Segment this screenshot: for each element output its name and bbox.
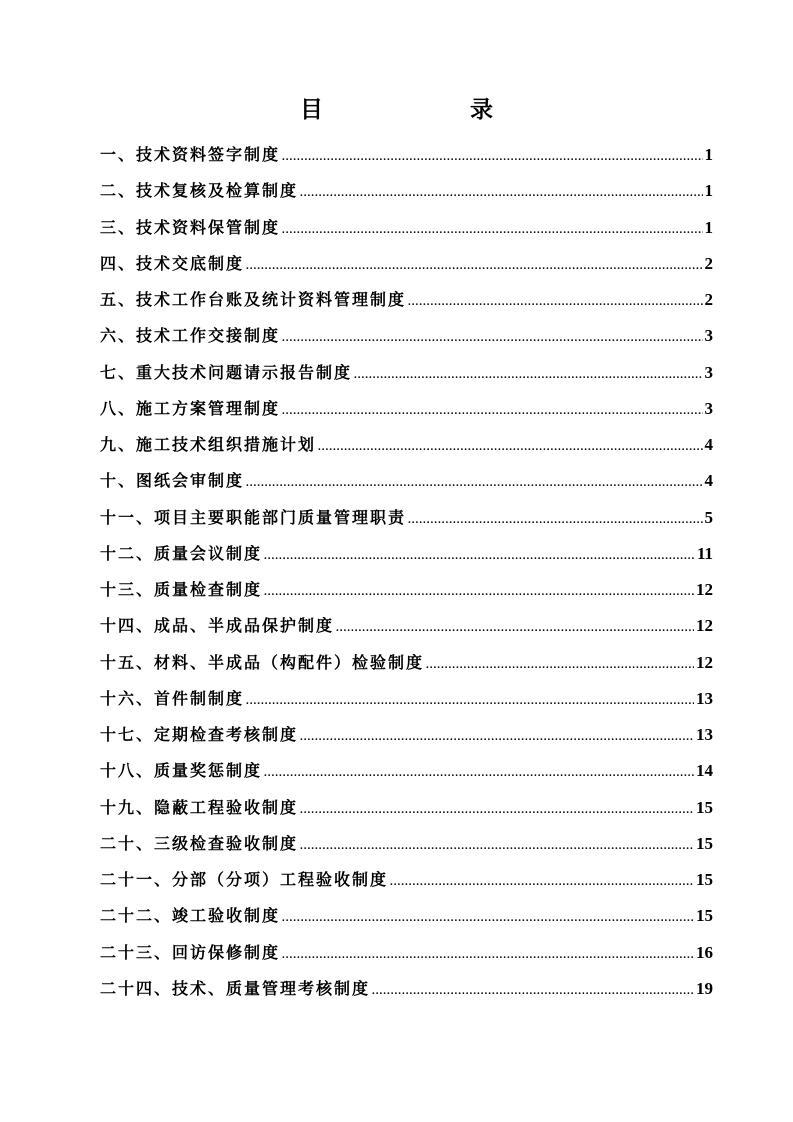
toc-entry[interactable] [100, 427, 713, 463]
toc-entry[interactable] [100, 608, 713, 644]
toc-page-number: 16 [696, 942, 713, 962]
dot-leader [300, 828, 694, 864]
toc-entry[interactable] [100, 391, 713, 427]
toc-entry[interactable] [100, 355, 713, 391]
dot-leader [354, 357, 702, 393]
toc-entry[interactable] [100, 137, 713, 173]
toc-entry[interactable] [100, 898, 713, 934]
toc-page-number: 12 [696, 580, 713, 599]
dot-leader [372, 973, 694, 1009]
toc-entry-label: 十六、首件制制度 [100, 688, 245, 708]
dot-leader [246, 248, 702, 284]
toc-entry[interactable] [100, 572, 713, 608]
dot-leader [282, 937, 694, 973]
toc-entry-label: 二十、三级检查验收制度 [100, 833, 299, 853]
toc-page-number: 3 [704, 326, 713, 346]
toc-page-number: 12 [696, 616, 713, 636]
dot-leader [300, 792, 694, 828]
toc-page-number: 5 [704, 507, 713, 527]
dot-leader [282, 900, 694, 936]
toc-entry-label: 二十四、技术、质量管理考核制度 [100, 978, 371, 998]
dot-leader [282, 320, 702, 356]
toc-entry-label: 十五、材料、半成品（构配件）检验制度 [100, 652, 425, 672]
dot-leader [318, 429, 702, 465]
toc-entry[interactable] [100, 862, 713, 898]
toc-page-number: 15 [696, 797, 713, 817]
dot-leader [282, 393, 702, 429]
toc-entry[interactable] [100, 753, 713, 789]
toc-entry-label: 十九、隐蔽工程验收制度 [100, 797, 299, 817]
dot-leader [426, 647, 694, 683]
dot-leader [246, 683, 694, 719]
toc-entry-label: 一、技术资料签字制度 [100, 145, 281, 164]
toc-entry-label: 九、施工技术组织措施计划 [100, 435, 317, 454]
toc-entry[interactable] [100, 971, 713, 1007]
dot-leader [264, 755, 694, 791]
toc-page-number: 4 [704, 471, 713, 491]
dot-leader [300, 175, 702, 211]
toc-entry-label: 四、技术交底制度 [100, 253, 245, 273]
toc-entry-label: 七、重大技术问题请示报告制度 [100, 362, 353, 382]
toc-page-number: 1 [704, 181, 713, 201]
toc-entry-label: 三、技术资料保管制度 [100, 217, 281, 237]
toc-entry-label: 六、技术工作交接制度 [100, 326, 281, 346]
toc-entry-label: 十七、定期检查考核制度 [100, 725, 299, 744]
toc-page-number: 2 [704, 290, 713, 309]
toc-entry[interactable] [100, 282, 713, 318]
toc-entry-label: 五、技术工作台账及统计资料管理制度 [100, 290, 407, 309]
toc-entry-label: 八、施工方案管理制度 [100, 398, 281, 418]
toc-entry[interactable] [100, 500, 713, 536]
dot-leader [408, 502, 702, 538]
toc-entry[interactable] [100, 463, 713, 499]
dot-leader [408, 284, 702, 320]
dot-leader [282, 139, 702, 175]
dot-leader [300, 719, 694, 755]
toc-entry-label: 十八、质量奖惩制度 [100, 761, 263, 781]
toc-page-number: 13 [696, 688, 713, 708]
toc-page-number: 3 [704, 362, 713, 382]
toc-page-number: 19 [696, 978, 713, 998]
toc-entry[interactable] [100, 790, 713, 826]
toc-entry-label: 二、技术复核及检算制度 [100, 181, 299, 201]
toc-entry[interactable] [100, 173, 713, 209]
toc-entry[interactable] [100, 318, 713, 354]
toc-page-number: 15 [696, 833, 713, 853]
dot-leader [264, 574, 694, 610]
toc-entry-label: 十四、成品、半成品保护制度 [100, 616, 335, 636]
toc-page-number: 1 [704, 217, 713, 237]
page-title: 目 录 [300, 97, 555, 123]
toc-entry-label: 二十三、回访保修制度 [100, 942, 281, 962]
toc-entry[interactable] [100, 645, 713, 681]
toc-entry-label: 二十一、分部（分项）工程验收制度 [100, 870, 389, 889]
toc-entry[interactable] [100, 717, 713, 753]
toc-entry-label: 十、图纸会审制度 [100, 471, 245, 491]
dot-leader [282, 212, 702, 248]
toc-page-number: 4 [704, 435, 713, 454]
toc-page-number: 2 [704, 253, 713, 273]
toc-entry[interactable] [100, 681, 713, 717]
toc-entry[interactable] [100, 935, 713, 971]
dot-leader [246, 465, 702, 501]
dot-leader [264, 538, 695, 574]
dot-leader [336, 610, 694, 646]
toc-page-number: 14 [696, 761, 713, 781]
toc-entry-label: 十二、质量会议制度 [100, 543, 263, 563]
toc-page-number: 15 [696, 870, 713, 889]
toc-page-number: 3 [704, 398, 713, 418]
toc-entry-label: 二十二、竣工验收制度 [100, 906, 281, 926]
toc-entry-label: 十三、质量检查制度 [100, 580, 263, 599]
toc-entry-label: 十一、项目主要职能部门质量管理职责 [100, 507, 407, 527]
toc-entry[interactable] [100, 536, 713, 572]
toc-entry[interactable] [100, 210, 713, 246]
toc-page-number: 12 [696, 652, 713, 672]
toc-entry[interactable] [100, 826, 713, 862]
toc-entry[interactable] [100, 246, 713, 282]
toc-page-number: 15 [696, 906, 713, 926]
dot-leader [390, 864, 694, 900]
toc-page-number: 13 [696, 725, 713, 744]
toc-page-number: 11 [696, 543, 713, 563]
toc-page-number: 1 [704, 145, 713, 164]
table-of-contents [100, 137, 713, 1007]
